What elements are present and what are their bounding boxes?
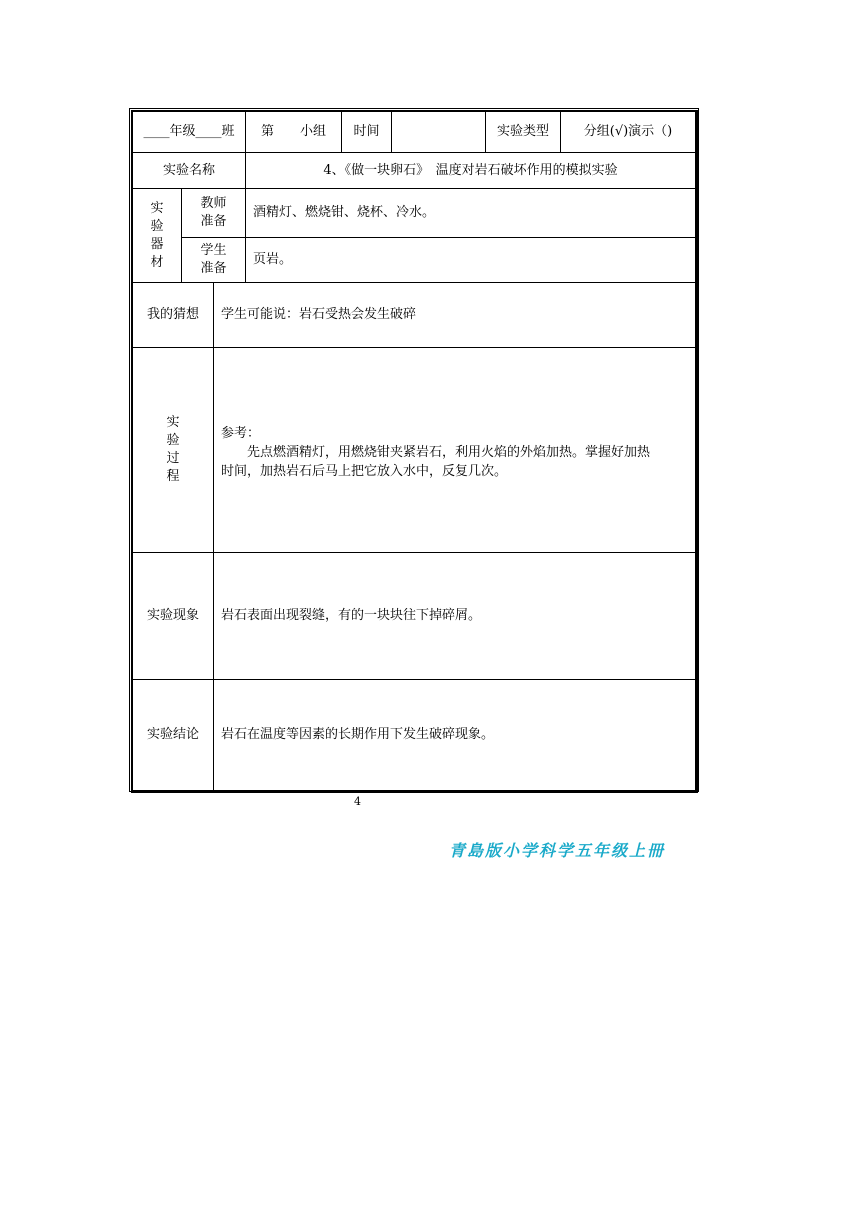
col-divider (213, 282, 214, 790)
page-number: 4 (354, 795, 361, 808)
conclusion-label: 实验结论 (146, 727, 199, 742)
experiment-type-label: 实验类型 (496, 124, 549, 139)
group-cell: 第 小组 (260, 124, 326, 139)
teacher-prep-value: 酒精灯、燃烧钳、烧杯、冷水。 (253, 205, 436, 220)
student-prep-value: 页岩。 (253, 252, 293, 267)
guess-value: 学生可能说：岩石受热会发生破碎 (221, 307, 417, 322)
col-divider (245, 188, 246, 282)
experiment-type-value: 分组(√)演示（) (583, 124, 673, 139)
experiment-name-value: 4、《做一块卵石》 温度对岩石破坏作用的模拟实验 (323, 162, 618, 178)
page-tab-gap (340, 789, 407, 790)
process-step-line2: 时间，加热岩石后马上把它放入水中，反复几次。 (221, 464, 508, 479)
grade-class-cell: ____年级____班 (143, 124, 235, 139)
guess-label: 我的猜想 (146, 307, 199, 322)
materials-label: 实 验 器 材 (150, 200, 164, 270)
student-prep-label: 学生 准备 (200, 243, 227, 276)
teacher-prep-label: 教师 准备 (200, 196, 227, 229)
process-step-line1: 先点燃酒精灯，用燃烧钳夹紧岩石，利用火焰的外焰加热。掌握好加热 (247, 445, 651, 460)
process-heading: 参考： (221, 426, 261, 441)
process-label: 实 验 过 程 (166, 415, 180, 484)
experiment-record-table (131, 110, 698, 793)
time-label: 时间 (353, 124, 380, 139)
time-value (392, 112, 485, 152)
phenomenon-value: 岩石表面出现裂缝，有的一块块往下掉碎屑。 (221, 608, 482, 623)
phenomenon-label: 实验现象 (146, 608, 199, 623)
row-divider (133, 347, 695, 348)
publisher-brand: 青島版小学科学五年级上冊 (449, 841, 666, 860)
conclusion-value: 岩石在温度等因素的长期作用下发生破碎现象。 (221, 727, 495, 742)
experiment-name-label: 实验名称 (162, 162, 215, 178)
